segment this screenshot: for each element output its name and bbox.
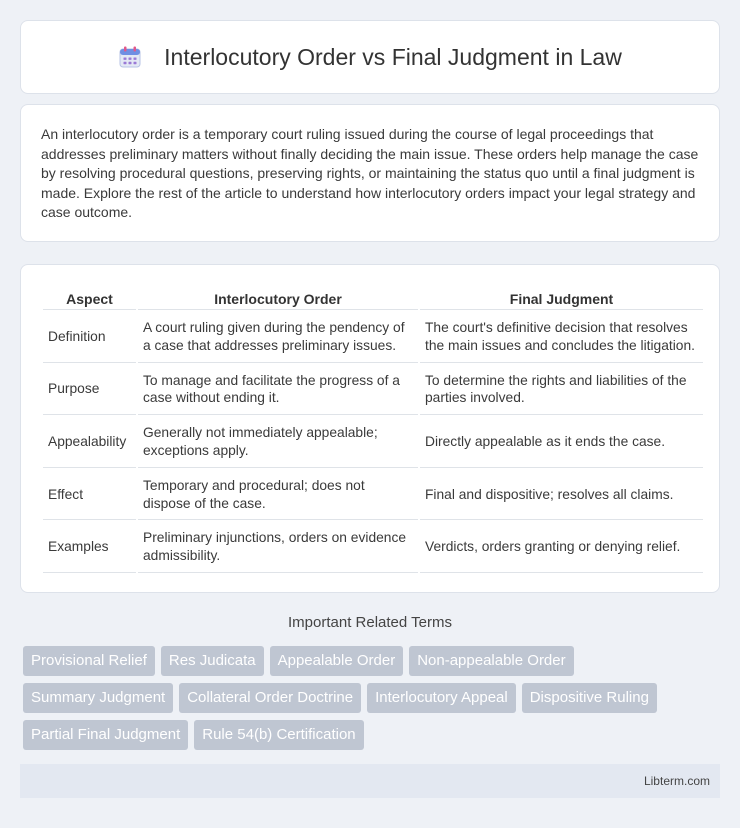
table-row bbox=[43, 417, 703, 468]
related-term-tag[interactable]: Appealable Order bbox=[270, 646, 404, 676]
table-cell-aspect: Appealability bbox=[43, 417, 136, 468]
table-cell-final: Verdicts, orders granting or denying relief. bbox=[420, 522, 703, 573]
table-cell-interlocutory: To manage and facilitate the progress of a case without ending it. bbox=[138, 365, 418, 416]
table-cell-aspect: Definition bbox=[43, 312, 136, 363]
related-term-tag[interactable]: Summary Judgment bbox=[23, 683, 173, 713]
page-title: Interlocutory Order vs Final Judgment in Law bbox=[164, 43, 622, 70]
related-term-tag[interactable]: Partial Final Judgment bbox=[23, 720, 188, 750]
table-cell-interlocutory: Temporary and procedural; does not dispose of the case. bbox=[138, 470, 418, 521]
related-term-tag[interactable]: Rule 54(b) Certification bbox=[194, 720, 363, 750]
footer bbox=[20, 764, 720, 798]
table-cell-final: Directly appealable as it ends the case. bbox=[420, 417, 703, 468]
comparison-table bbox=[41, 285, 705, 575]
related-term-tag[interactable]: Non-appealable Order bbox=[409, 646, 573, 676]
table-cell-interlocutory: Preliminary injunctions, orders on evidence admissibility. bbox=[138, 522, 418, 573]
table-cell-aspect: Effect bbox=[43, 470, 136, 521]
table-cell-final: Final and dispositive; resolves all claims. bbox=[420, 470, 703, 521]
table-row bbox=[43, 365, 703, 416]
related-term-tag[interactable]: Provisional Relief bbox=[23, 646, 155, 676]
table-cell-final: The court's definitive decision that resolves the main issues and concludes the litigation. bbox=[420, 312, 703, 363]
related-term-tag[interactable]: Collateral Order Doctrine bbox=[179, 683, 361, 713]
table-cell-interlocutory: A court ruling given during the pendency of a case that addresses preliminary issues. bbox=[138, 312, 418, 363]
comparison-card bbox=[20, 264, 720, 593]
table-cell-interlocutory: Generally not immediately appealable; exceptions apply. bbox=[138, 417, 418, 468]
header-card bbox=[20, 20, 720, 94]
table-cell-aspect: Purpose bbox=[43, 365, 136, 416]
column-header: Interlocutory Order bbox=[138, 287, 418, 310]
related-terms-list bbox=[23, 646, 723, 750]
table-row bbox=[43, 470, 703, 521]
column-header: Final Judgment bbox=[420, 287, 703, 310]
column-header: Aspect bbox=[43, 287, 136, 310]
table-cell-aspect: Examples bbox=[43, 522, 136, 573]
table-header-row bbox=[43, 287, 703, 310]
related-term-tag[interactable]: Dispositive Ruling bbox=[522, 683, 657, 713]
intro-text: An interlocutory order is a temporary court ruling issued during the course of legal proceedings that addresses preliminary matters without finally deciding the main issue. These orders help manage the case by resolving procedural questions, preserving rights, or maintaining the status quo until a final judgment is made. Explore the rest of the article to understand how interlocutory orders impact your legal strategy and case outcome. bbox=[41, 126, 699, 221]
table-row bbox=[43, 312, 703, 363]
related-terms-title: Important Related Terms bbox=[288, 614, 452, 631]
related-term-tag[interactable]: Res Judicata bbox=[161, 646, 264, 676]
table-row bbox=[43, 522, 703, 573]
related-term-tag[interactable]: Interlocutory Appeal bbox=[367, 683, 516, 713]
table-cell-final: To determine the rights and liabilities of the parties involved. bbox=[420, 365, 703, 416]
footer-brand[interactable]: Libterm.com bbox=[643, 774, 710, 788]
intro-card bbox=[20, 104, 720, 242]
calendar-icon bbox=[118, 45, 142, 69]
